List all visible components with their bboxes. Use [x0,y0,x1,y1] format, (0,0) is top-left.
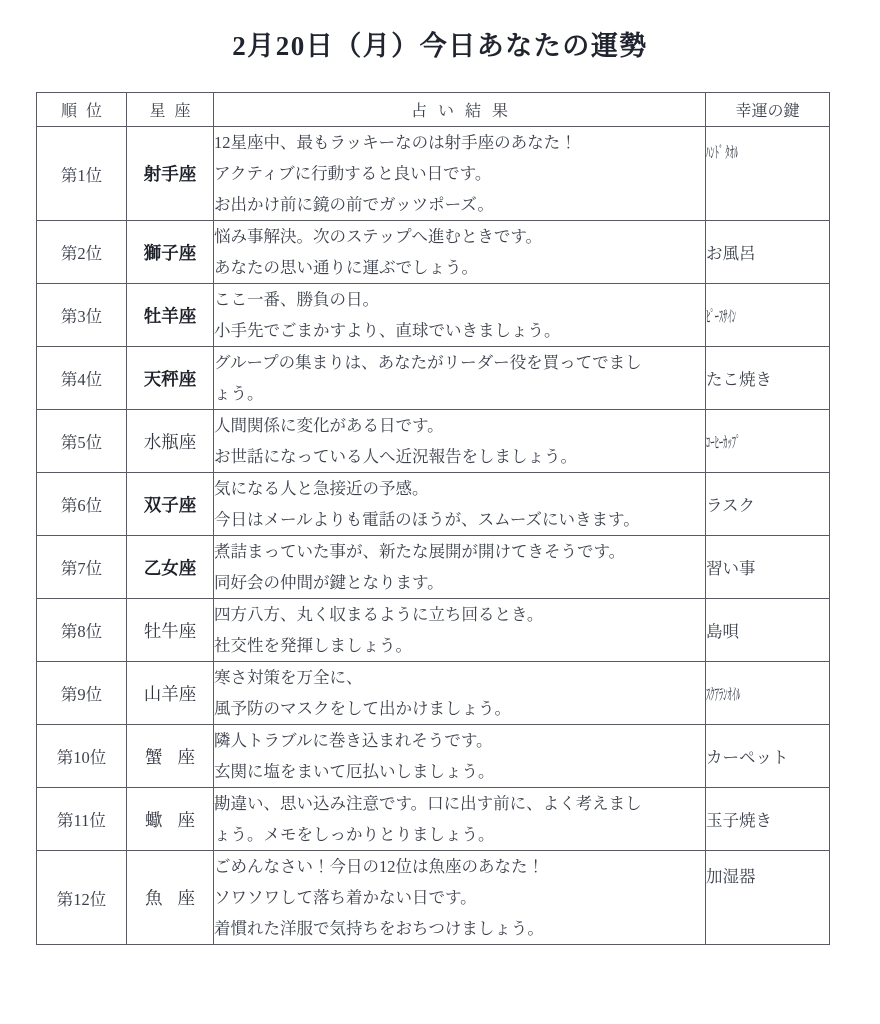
fortune-text-cell [214,725,706,788]
fortune-text-cell [214,851,706,945]
fortune-text-line: お世話になっている人へ近況報告をしましょう。 [214,447,577,466]
lucky-key-cell: たこ焼き [706,347,830,410]
lucky-key-cell: 習い事 [706,536,830,599]
column-header-rank [37,93,127,127]
fortune-text-line: 同好会の仲間が鍵となります。 [214,573,444,592]
column-header-sign [127,93,214,127]
zodiac-sign-cell: 蟹 座 [127,725,214,788]
lucky-key-cell [706,662,830,725]
fortune-text-line: アクティブに行動すると良い日です。 [214,164,492,183]
fortune-text-line: 悩み事解決。次のステップへ進むときです。 [214,227,543,246]
rank-cell: 第10位 [37,725,127,788]
zodiac-sign-cell: 牡牛座 [127,599,214,662]
fortune-text-line: 勘違い、思い込み注意です。口に出す前に、よく考えまし [214,794,642,813]
zodiac-sign-cell: 双子座 [127,473,214,536]
table-row [37,347,830,410]
column-header-key-label: 幸運の鍵 [735,103,800,120]
column-header-rank-label: 順位 [60,103,111,120]
lucky-key-cell: お風呂 [706,221,830,284]
table-body [37,127,830,945]
fortune-text-line: ここ一番、勝負の日。 [214,290,379,309]
zodiac-sign-cell: 牡羊座 [127,284,214,347]
fortune-text-line: 小手先でごまかすより、直球でいきましょう。 [214,321,561,340]
rank-cell: 第3位 [37,284,127,347]
fortune-text-cell [214,347,706,410]
lucky-key-label: ﾊﾝﾄﾞ ﾀｵﾙ [706,143,739,162]
rank-cell: 第1位 [37,127,127,221]
rank-cell: 第5位 [37,410,127,473]
zodiac-sign-cell: 水瓶座 [127,410,214,473]
zodiac-sign-cell: 天秤座 [127,347,214,410]
fortune-text-line: 社交性を発揮しましょう。 [214,636,412,655]
lucky-key-cell: 島唄 [706,599,830,662]
fortune-text-cell [214,284,706,347]
rank-cell: 第7位 [37,536,127,599]
page-title-container [0,12,880,81]
column-header-result-label: 占い結果 [410,103,519,120]
fortune-text-line: 煮詰まっていた事が、新たな展開が開けてきそうです。 [214,542,626,561]
fortune-text-line: 12星座中、最もラッキーなのは射手座のあなた！ [214,133,577,152]
table-row [37,725,830,788]
lucky-key-cell [706,410,830,473]
table-row [37,221,830,284]
lucky-key-cell [706,284,830,347]
fortune-text-line: 着慣れた洋服で気持ちをおちつけましょう。 [214,919,544,938]
fortune-text-line: 四方八方、丸く収まるように立ち回るとき。 [214,605,544,624]
lucky-key-label: ｽｸｱﾗﾝｵｲﾙ [706,685,741,704]
fortune-text-line: 寒さ対策を万全に、 [214,668,363,687]
page-title: 2月20日（月）今日あなたの運勢 [232,31,648,62]
lucky-key-cell [706,127,830,221]
fortune-text-line: ょう。メモをしっかりとりましょう。 [214,825,495,844]
rank-cell: 第6位 [37,473,127,536]
lucky-key-cell: 玉子焼き [706,788,830,851]
fortune-text-line: ソワソワして落ち着かない日です。 [214,888,477,907]
lucky-key-cell: ラスク [706,473,830,536]
fortune-text-line: 今日はメールよりも電話のほうが、スムーズにいきます。 [214,510,640,529]
table-header [37,93,830,127]
zodiac-sign-cell: 獅子座 [127,221,214,284]
rank-cell: 第4位 [37,347,127,410]
column-header-sign-label: 星座 [149,103,200,120]
fortune-text-cell [214,788,706,851]
lucky-key-cell: 加湿器 [706,851,830,945]
lucky-key-cell: カーペット [706,725,830,788]
rank-cell: 第12位 [37,851,127,945]
fortune-text-line: グループの集まりは、あなたがリーダー役を買ってでまし [214,353,642,372]
fortune-text-line: ょう。 [214,384,264,403]
fortune-text-line: 人間関係に変化がある日です。 [214,416,444,435]
fortune-text-cell [214,536,706,599]
zodiac-sign-cell: 乙女座 [127,536,214,599]
fortune-table-container [36,92,829,945]
fortune-text-line: あなたの思い通りに運ぶでしょう。 [214,258,478,277]
zodiac-sign-cell: 山羊座 [127,662,214,725]
rank-cell: 第9位 [37,662,127,725]
zodiac-sign-cell: 射手座 [127,127,214,221]
fortune-text-cell [214,410,706,473]
fortune-text-cell [214,599,706,662]
fortune-text-cell [214,221,706,284]
table-header-row [37,93,830,127]
lucky-key-label: ﾋﾟｰｽｻｲﾝ [706,307,737,326]
fortune-text-cell [214,473,706,536]
fortune-text-line: 玄関に塩をまいて厄払いしましょう。 [214,762,495,781]
table-row [37,599,830,662]
table-row [37,788,830,851]
fortune-text-cell [214,127,706,221]
rank-cell: 第8位 [37,599,127,662]
table-row [37,662,830,725]
fortune-text-cell [214,662,706,725]
column-header-key [706,93,830,127]
column-header-result [214,93,706,127]
zodiac-sign-cell: 魚 座 [127,851,214,945]
rank-cell: 第2位 [37,221,127,284]
fortune-text-line: ごめんなさい！今日の12位は魚座のあなた！ [214,857,544,876]
table-row [37,536,830,599]
fortune-text-line: お出かけ前に鏡の前でガッツポーズ。 [214,195,494,214]
fortune-table [36,92,830,945]
table-row [37,410,830,473]
fortune-text-line: 気になる人と急接近の予感。 [214,479,429,498]
table-row [37,127,830,221]
fortune-text-line: 風予防のマスクをして出かけましょう。 [214,699,511,718]
table-row [37,284,830,347]
rank-cell: 第11位 [37,788,127,851]
table-row [37,473,830,536]
zodiac-sign-cell: 蠍 座 [127,788,214,851]
table-row [37,851,830,945]
lucky-key-label: ｺｰﾋｰｶｯﾌﾟ [706,433,741,452]
fortune-text-line: 隣人トラブルに巻き込まれそうです。 [214,731,493,750]
